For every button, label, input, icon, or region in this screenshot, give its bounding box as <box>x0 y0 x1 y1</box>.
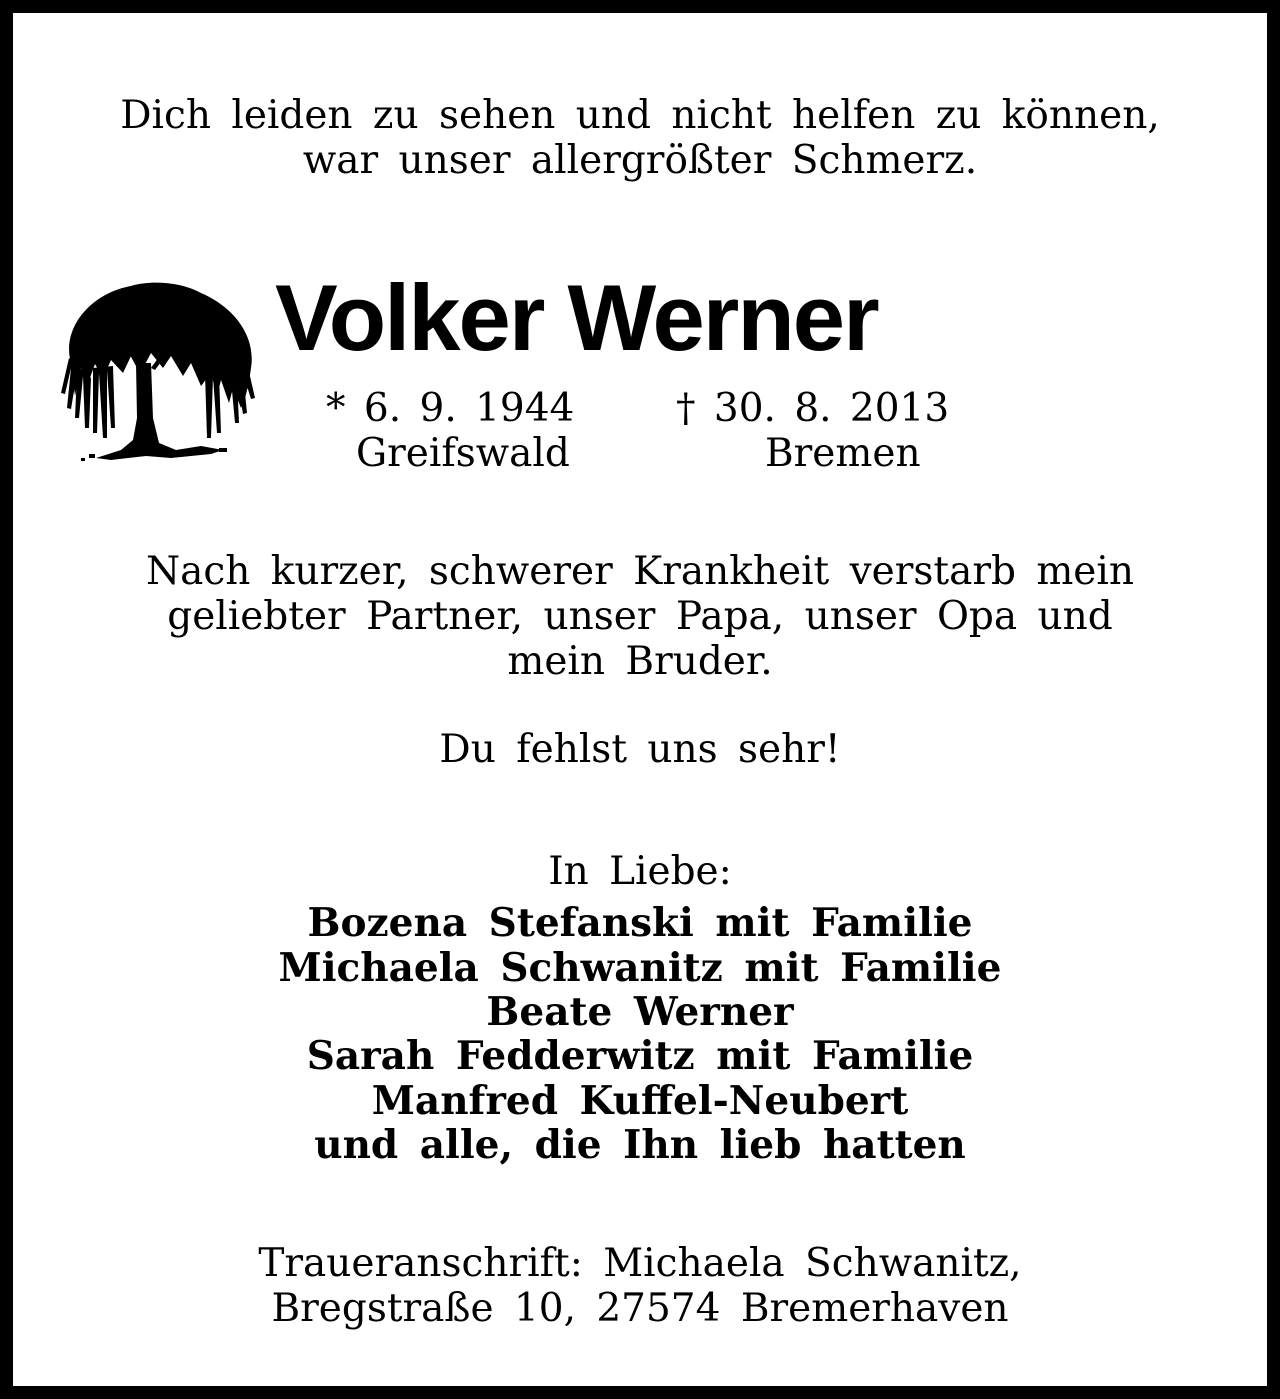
mourner-name: Michaela Schwanitz mit Familie <box>278 945 1002 991</box>
farewell-line: Du fehlst uns sehr! <box>439 727 841 772</box>
mourners-intro: In Liebe: <box>548 849 732 894</box>
deceased-name: Volker Werner <box>275 265 878 370</box>
motto-line-1: Dich leiden zu sehen und nicht helfen zu können, <box>120 93 1160 138</box>
willow-tree-icon <box>51 268 261 468</box>
address-line-2: Bregstraße 10, 27574 Bremerhaven <box>271 1286 1009 1331</box>
mourner-name: Sarah Fedderwitz mit Familie <box>306 1033 974 1079</box>
birth-place: Greifswald <box>356 431 570 476</box>
address-line-1: Traueranschrift: Michaela Schwanitz, <box>258 1241 1022 1286</box>
mourner-name: Beate Werner <box>486 989 794 1035</box>
motto-line-2: war unser allergrößter Schmerz. <box>302 138 978 183</box>
mourner-name: und alle, die Ihn lieb hatten <box>314 1122 966 1168</box>
mourner-name: Manfred Kuffel-Neubert <box>371 1078 909 1124</box>
birth-date: * 6. 9. 1944 <box>326 386 575 431</box>
death-place: Bremen <box>765 431 921 476</box>
mourner-name: Bozena Stefanski mit Familie <box>307 900 973 946</box>
message-line-2: geliebter Partner, unser Papa, unser Opa und <box>167 594 1113 639</box>
message-line-1: Nach kurzer, schwerer Krankheit verstarb mein <box>146 549 1134 594</box>
death-date: † 30. 8. 2013 <box>676 386 950 431</box>
message-line-3: mein Bruder. <box>507 639 773 684</box>
